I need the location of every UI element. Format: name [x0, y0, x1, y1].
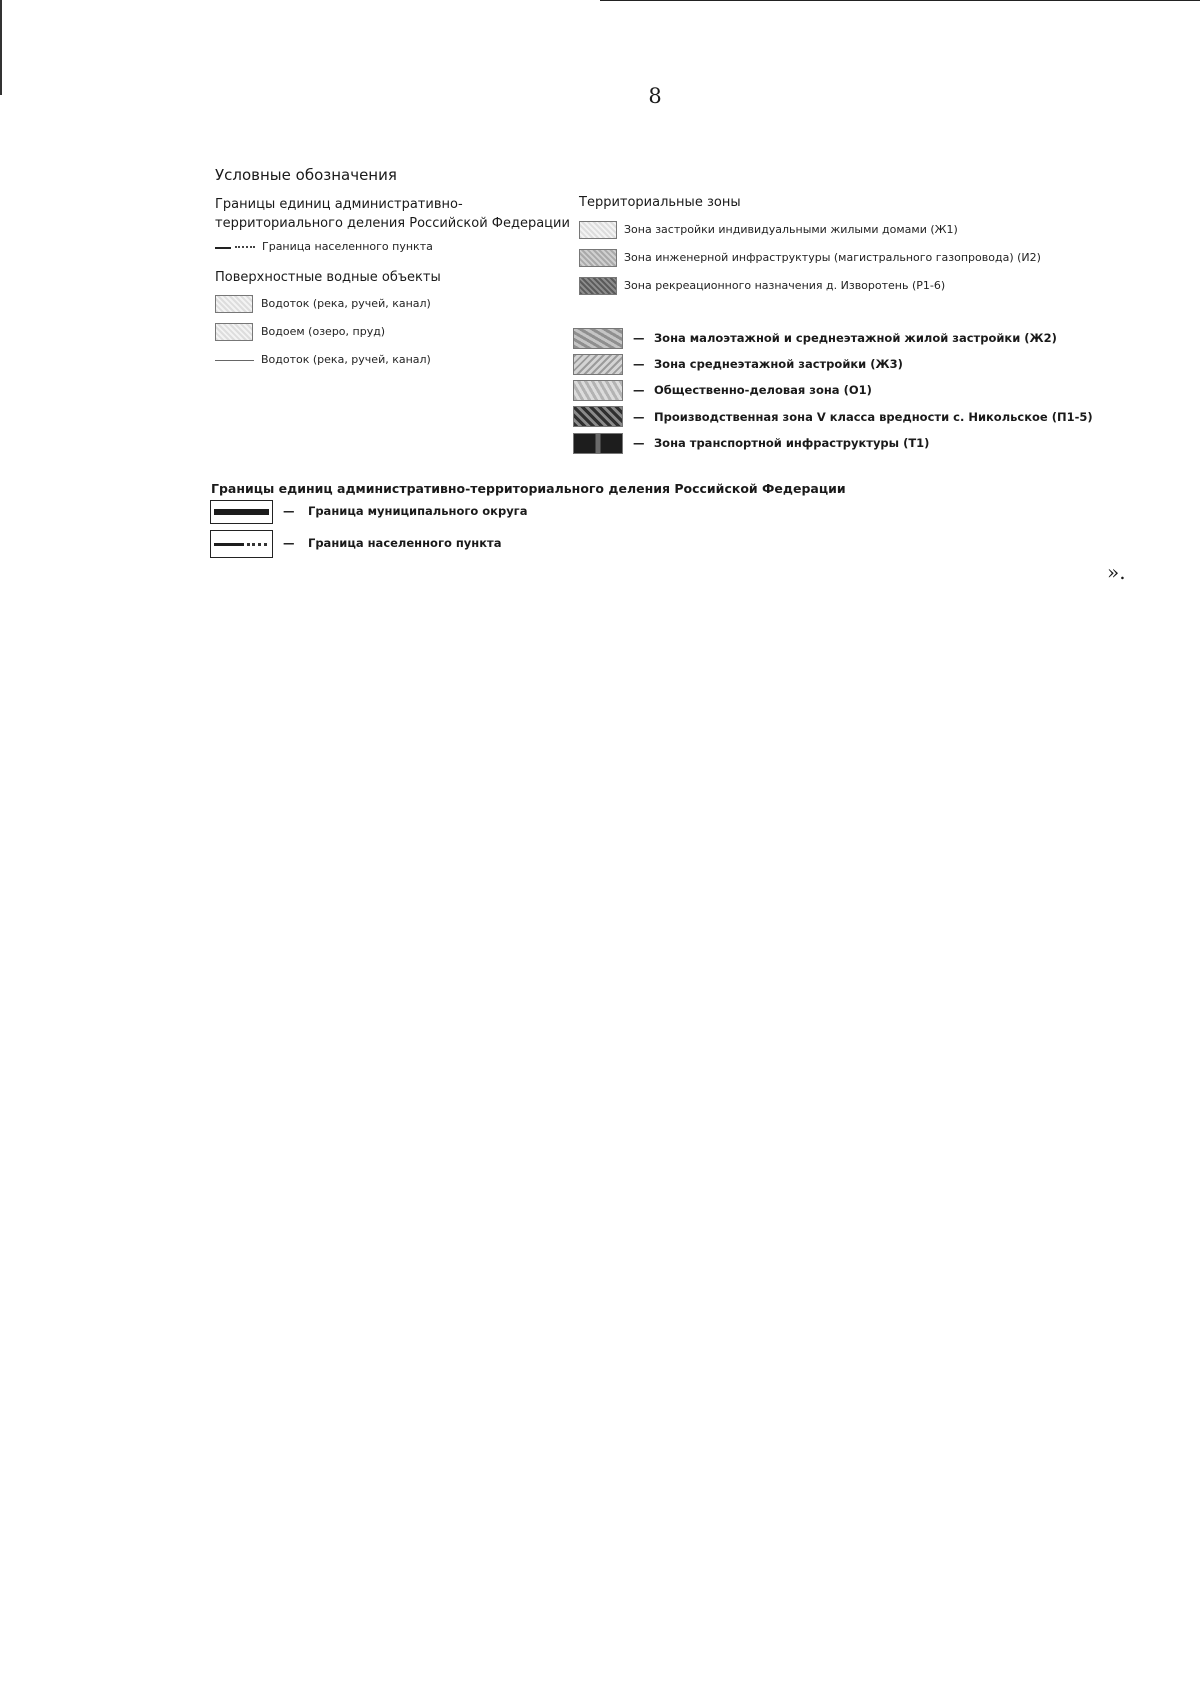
zone-p15-swatch	[573, 406, 623, 427]
waterbody-swatch	[215, 323, 253, 341]
settlement-boundary-label: Граница населенного пункта	[262, 240, 433, 253]
zone-r16-swatch	[579, 277, 617, 295]
zone-zh1-label: Зона застройки индивидуальными жилыми домами (Ж1)	[624, 223, 958, 236]
zone-o1-swatch	[573, 380, 623, 401]
settlement-boundary-label-2: Граница населенного пункта	[308, 536, 502, 550]
closing-quote: ».	[1107, 560, 1126, 584]
zone-zh1-swatch	[579, 221, 617, 239]
zone-t1-swatch	[573, 433, 623, 454]
municipal-boundary-line	[214, 509, 269, 515]
zone-o1-label: Общественно-деловая зона (О1)	[654, 383, 872, 397]
watercourse-area-swatch	[215, 295, 253, 313]
settlement-boundary-dots	[235, 246, 255, 248]
zone-i2-swatch	[579, 249, 617, 267]
zone-p15-dash: —	[633, 410, 645, 424]
watercourse-area-label: Водоток (река, ручей, канал)	[261, 297, 431, 310]
page-number: 8	[648, 84, 662, 108]
settlement-boundary-dotted	[247, 543, 267, 546]
zone-p15-label: Производственная зона V класса вредности с. Никольское (П1-5)	[654, 410, 1093, 424]
scan-edge-top	[600, 0, 1200, 1]
admin-division-heading: Границы единиц административно-территориального деления Российской Федерации	[215, 197, 570, 231]
legend-title: Условные обозначения	[215, 166, 397, 184]
zone-zh2-label: Зона малоэтажной и среднеэтажной жилой застройки (Ж2)	[654, 331, 1057, 345]
settlement-boundary-swatch	[210, 530, 273, 558]
boundaries-heading: Границы единиц административно-территориального деления Российской Федерации	[211, 481, 846, 496]
territorial-zones-heading: Территориальные зоны	[579, 195, 741, 210]
zone-t1-dash: —	[633, 436, 645, 450]
zone-o1-dash: —	[633, 383, 645, 397]
zone-zh2-swatch	[573, 328, 623, 349]
municipal-boundary-swatch	[210, 500, 273, 524]
zone-t1-label: Зона транспортной инфраструктуры (Т1)	[654, 436, 930, 450]
zone-zh3-dash: —	[633, 357, 645, 371]
settlement-boundary-line	[214, 543, 244, 546]
settlement-boundary-dash-2: —	[283, 536, 295, 550]
waterbody-label: Водоем (озеро, пруд)	[261, 325, 386, 338]
municipal-boundary-label: Граница муниципального округа	[308, 504, 528, 518]
zone-r16-label: Зона рекреационного назначения д. Изворотень (Р1-6)	[624, 279, 946, 292]
water-objects-heading: Поверхностные водные объекты	[215, 270, 441, 285]
zone-zh3-swatch	[573, 354, 623, 375]
zone-zh3-label: Зона среднеэтажной застройки (Ж3)	[654, 357, 903, 371]
zone-i2-label: Зона инженерной инфраструктуры (магистрального газопровода) (И2)	[624, 251, 1041, 264]
watercourse-line-symbol	[215, 360, 254, 361]
settlement-boundary-symbol	[215, 247, 231, 249]
municipal-boundary-dash: —	[283, 504, 295, 518]
zone-zh2-dash: —	[633, 331, 645, 345]
scan-edge-left	[0, 0, 2, 95]
watercourse-line-label: Водоток (река, ручей, канал)	[261, 353, 431, 366]
